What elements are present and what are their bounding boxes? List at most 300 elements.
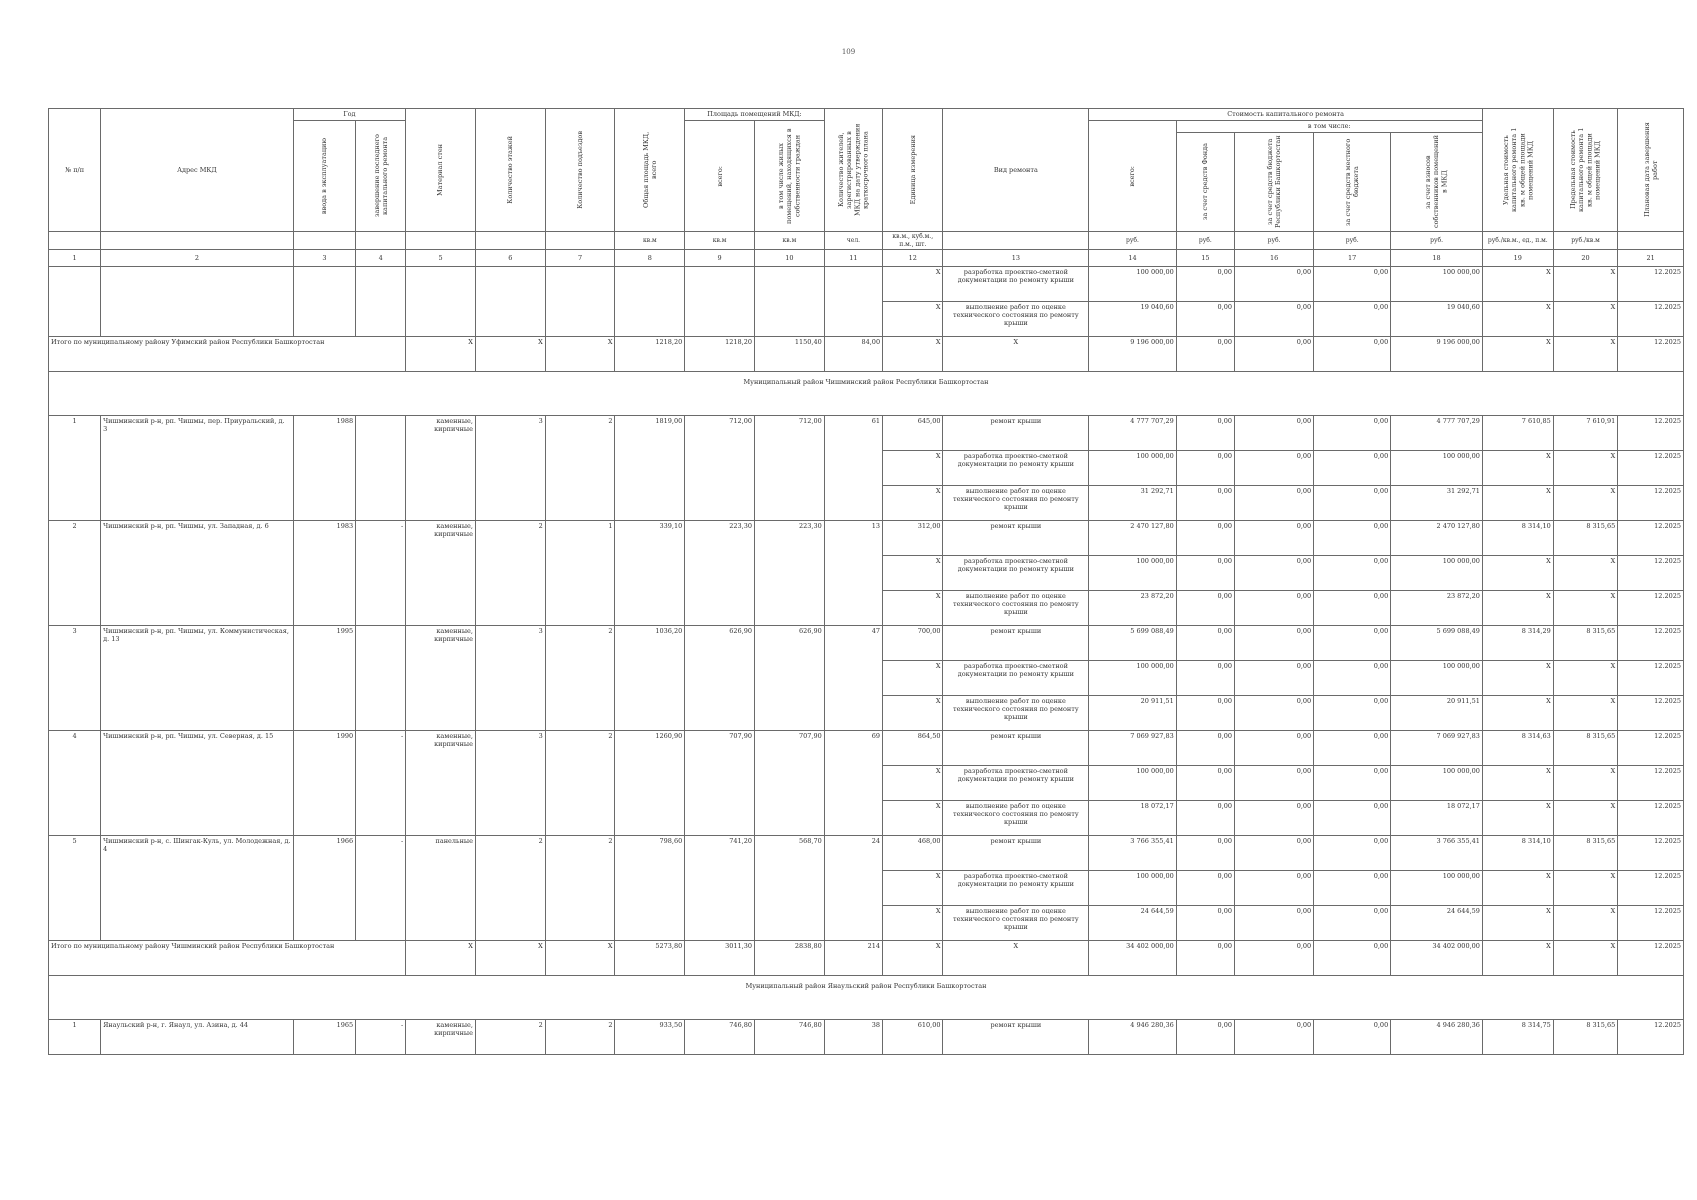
plan-date-cell: 12.2025 bbox=[1618, 871, 1684, 906]
cost-local-cell: 0,00 bbox=[1314, 801, 1391, 836]
entrances-cell: 1 bbox=[545, 521, 615, 626]
header-cost-total: всего: bbox=[1089, 121, 1176, 232]
total-area-cell: 1819,00 bbox=[615, 416, 685, 521]
header-premises-total: всего: bbox=[685, 121, 755, 232]
unit-cell: X bbox=[883, 871, 943, 906]
floors-cell: 2 bbox=[475, 836, 545, 941]
cost-owners-cell: 100 000,00 bbox=[1391, 267, 1483, 302]
cost-owners-cell: 24 644,59 bbox=[1391, 906, 1483, 941]
unit-cell: 468,00 bbox=[883, 836, 943, 871]
num-cell: 1 bbox=[49, 416, 101, 521]
section-title-cell: Муниципальный район Янаульский район Республики Башкортостан bbox=[49, 976, 1684, 1020]
premises-owned-cell: 626,90 bbox=[755, 626, 825, 731]
cost-fund-cell: 0,00 bbox=[1176, 696, 1234, 731]
header-unit-cost: Удельная стоимость капитального ремонта 1 кв. м общей площади помещений МКД bbox=[1482, 109, 1553, 232]
premises-total-cell: 626,90 bbox=[685, 626, 755, 731]
unit-cost-cell: 8 314,10 bbox=[1482, 836, 1553, 871]
max-cost-cell: X bbox=[1553, 696, 1618, 731]
cost-fund-cell: 0,00 bbox=[1176, 337, 1234, 372]
unit-cost-cell: X bbox=[1482, 591, 1553, 626]
total-area-cell: 933,50 bbox=[615, 1020, 685, 1055]
empty-cell bbox=[615, 267, 685, 337]
max-cost-cell: X bbox=[1553, 801, 1618, 836]
unit-cell: X bbox=[883, 941, 943, 976]
repair-type-cell: X bbox=[943, 337, 1089, 372]
cost-total-cell: 2 470 127,80 bbox=[1089, 521, 1176, 556]
max-cost-cell: X bbox=[1553, 451, 1618, 486]
entrances-cell: X bbox=[545, 941, 615, 976]
cost-total-cell: 100 000,00 bbox=[1089, 871, 1176, 906]
repair-plan-sheet bbox=[48, 108, 1684, 1055]
cost-total-cell: 4 777 707,29 bbox=[1089, 416, 1176, 451]
premises-total-cell: 1218,20 bbox=[685, 337, 755, 372]
address-cell: Чишминский р-н, рп. Чишмы, ул. Северная, д. 15 bbox=[101, 731, 294, 836]
address-cell: Чишминский р-н, с. Шингак-Куль, ул. Молодежная, д. 4 bbox=[101, 836, 294, 941]
section-chishmy bbox=[49, 372, 1684, 416]
max-cost-cell: 8 315,65 bbox=[1553, 1020, 1618, 1055]
entrances-cell: 2 bbox=[545, 731, 615, 836]
premises-owned-cell: 746,80 bbox=[755, 1020, 825, 1055]
table-row bbox=[49, 521, 1684, 556]
cost-rb-cell: 0,00 bbox=[1235, 906, 1314, 941]
cost-total-cell: 18 072,17 bbox=[1089, 801, 1176, 836]
cost-owners-cell: 18 072,17 bbox=[1391, 801, 1483, 836]
plan-date-cell: 12.2025 bbox=[1618, 486, 1684, 521]
cost-rb-cell: 0,00 bbox=[1235, 302, 1314, 337]
header-total-area: Общая площадь МКД, всего bbox=[615, 109, 685, 232]
year-last-repair-cell: - bbox=[356, 521, 406, 626]
plan-date-cell: 12.2025 bbox=[1618, 556, 1684, 591]
cost-local-cell: 0,00 bbox=[1314, 906, 1391, 941]
cost-local-cell: 0,00 bbox=[1314, 696, 1391, 731]
repair-type-cell: ремонт крыши bbox=[943, 626, 1089, 661]
total-area-cell: 798,60 bbox=[615, 836, 685, 941]
cost-rb-cell: 0,00 bbox=[1235, 267, 1314, 302]
cost-rb-cell: 0,00 bbox=[1235, 766, 1314, 801]
unit-cost-cell: X bbox=[1482, 556, 1553, 591]
premises-owned-cell: 707,90 bbox=[755, 731, 825, 836]
cost-rb-cell: 0,00 bbox=[1235, 451, 1314, 486]
unit-cost-cell: X bbox=[1482, 486, 1553, 521]
empty-cell bbox=[475, 267, 545, 337]
cost-fund-cell: 0,00 bbox=[1176, 486, 1234, 521]
cost-local-cell: 0,00 bbox=[1314, 836, 1391, 871]
cost-local-cell: 0,00 bbox=[1314, 486, 1391, 521]
num-cell bbox=[49, 267, 101, 337]
floors-cell: 3 bbox=[475, 416, 545, 521]
unit-cost-cell: 8 314,10 bbox=[1482, 521, 1553, 556]
cost-rb-cell: 0,00 bbox=[1235, 1020, 1314, 1055]
cost-owners-cell: 7 069 927,83 bbox=[1391, 731, 1483, 766]
cost-rb-cell: 0,00 bbox=[1235, 626, 1314, 661]
wall-material-cell: каменные, кирпичные bbox=[406, 1020, 476, 1055]
floors-cell: X bbox=[475, 337, 545, 372]
cost-total-cell: 31 292,71 bbox=[1089, 486, 1176, 521]
cost-local-cell: 0,00 bbox=[1314, 941, 1391, 976]
unit-cell: X bbox=[883, 906, 943, 941]
plan-date-cell: 12.2025 bbox=[1618, 1020, 1684, 1055]
entrances-cell: X bbox=[545, 337, 615, 372]
premises-owned-cell: 223,30 bbox=[755, 521, 825, 626]
cost-local-cell: 0,00 bbox=[1314, 521, 1391, 556]
premises-total-cell: 707,90 bbox=[685, 731, 755, 836]
cost-rb-cell: 0,00 bbox=[1235, 556, 1314, 591]
cost-owners-cell: 2 470 127,80 bbox=[1391, 521, 1483, 556]
cost-fund-cell: 0,00 bbox=[1176, 416, 1234, 451]
repair-type-cell: ремонт крыши bbox=[943, 836, 1089, 871]
cost-total-cell: 19 040,60 bbox=[1089, 302, 1176, 337]
repair-type-cell: выполнение работ по оценке технического состояния по ремонту крыши bbox=[943, 906, 1089, 941]
header-floors: Количество этажей bbox=[475, 109, 545, 232]
plan-date-cell: 12.2025 bbox=[1618, 906, 1684, 941]
unit-cell: 700,00 bbox=[883, 626, 943, 661]
cost-fund-cell: 0,00 bbox=[1176, 451, 1234, 486]
cost-fund-cell: 0,00 bbox=[1176, 521, 1234, 556]
year-last-repair-cell: - bbox=[356, 836, 406, 941]
cost-fund-cell: 0,00 bbox=[1176, 836, 1234, 871]
residents-cell: 38 bbox=[824, 1020, 882, 1055]
unit-cost-cell: 8 314,63 bbox=[1482, 731, 1553, 766]
cost-owners-cell: 100 000,00 bbox=[1391, 766, 1483, 801]
cost-rb-cell: 0,00 bbox=[1235, 731, 1314, 766]
table-body bbox=[49, 267, 1684, 1055]
repair-type-cell: ремонт крыши bbox=[943, 521, 1089, 556]
wall-material-cell: каменные, кирпичные bbox=[406, 626, 476, 731]
entrances-cell: 2 bbox=[545, 836, 615, 941]
max-cost-cell: X bbox=[1553, 941, 1618, 976]
cost-fund-cell: 0,00 bbox=[1176, 661, 1234, 696]
empty-cell bbox=[755, 267, 825, 337]
cost-total-cell: 24 644,59 bbox=[1089, 906, 1176, 941]
cost-rb-cell: 0,00 bbox=[1235, 941, 1314, 976]
table-row bbox=[49, 1020, 1684, 1055]
max-cost-cell: X bbox=[1553, 337, 1618, 372]
empty-cell bbox=[356, 267, 406, 337]
plan-date-cell: 12.2025 bbox=[1618, 696, 1684, 731]
header-year-group: Год bbox=[293, 109, 405, 121]
cost-fund-cell: 0,00 bbox=[1176, 591, 1234, 626]
cost-local-cell: 0,00 bbox=[1314, 337, 1391, 372]
plan-date-cell: 12.2025 bbox=[1618, 302, 1684, 337]
year-last-repair-cell: - bbox=[356, 731, 406, 836]
residents-cell: 84,00 bbox=[824, 337, 882, 372]
cost-total-cell: 23 872,20 bbox=[1089, 591, 1176, 626]
cost-fund-cell: 0,00 bbox=[1176, 871, 1234, 906]
entrances-cell: 2 bbox=[545, 626, 615, 731]
year-last-repair-cell bbox=[356, 416, 406, 521]
header-unit: Единица измерения bbox=[883, 109, 943, 232]
unit-cell: X bbox=[883, 591, 943, 626]
max-cost-cell: X bbox=[1553, 267, 1618, 302]
year-commission-cell: 1966 bbox=[293, 836, 355, 941]
cost-local-cell: 0,00 bbox=[1314, 731, 1391, 766]
num-cell: 5 bbox=[49, 836, 101, 941]
cost-rb-cell: 0,00 bbox=[1235, 836, 1314, 871]
empty-cell bbox=[293, 267, 355, 337]
cost-fund-cell: 0,00 bbox=[1176, 267, 1234, 302]
repair-type-cell: выполнение работ по оценке технического состояния по ремонту крыши bbox=[943, 302, 1089, 337]
total-label-cell: Итого по муниципальному району Уфимский район Республики Башкортостан bbox=[49, 337, 406, 372]
residents-cell: 47 bbox=[824, 626, 882, 731]
section-yanaul bbox=[49, 976, 1684, 1020]
plan-date-cell: 12.2025 bbox=[1618, 836, 1684, 871]
repair-type-cell: выполнение работ по оценке технического состояния по ремонту крыши bbox=[943, 591, 1089, 626]
unit-cost-cell: X bbox=[1482, 871, 1553, 906]
total-area-cell: 1218,20 bbox=[615, 337, 685, 372]
header-max-cost: Предельная стоимость капитального ремонта 1 кв. м общей площади помещений МКД bbox=[1553, 109, 1618, 232]
max-cost-cell: 8 315,65 bbox=[1553, 626, 1618, 661]
cost-fund-cell: 0,00 bbox=[1176, 1020, 1234, 1055]
premises-owned-cell: 712,00 bbox=[755, 416, 825, 521]
floors-cell: X bbox=[475, 941, 545, 976]
unit-cost-cell: X bbox=[1482, 451, 1553, 486]
table-header bbox=[49, 109, 1684, 267]
total-area-cell: 1260,90 bbox=[615, 731, 685, 836]
header-premises-group: Площадь помещений МКД: bbox=[685, 109, 825, 121]
num-cell: 4 bbox=[49, 731, 101, 836]
max-cost-cell: X bbox=[1553, 661, 1618, 696]
cost-rb-cell: 0,00 bbox=[1235, 416, 1314, 451]
header-cost-rb: за счет средств бюджета Республики Башкортостан bbox=[1235, 133, 1314, 232]
year-last-repair-cell bbox=[356, 626, 406, 731]
table-row bbox=[49, 416, 1684, 451]
residents-cell: 69 bbox=[824, 731, 882, 836]
cost-fund-cell: 0,00 bbox=[1176, 801, 1234, 836]
repair-type-cell: ремонт крыши bbox=[943, 416, 1089, 451]
cost-rb-cell: 0,00 bbox=[1235, 661, 1314, 696]
max-cost-cell: X bbox=[1553, 871, 1618, 906]
floors-cell: 2 bbox=[475, 521, 545, 626]
entrances-cell: 2 bbox=[545, 416, 615, 521]
header-premises-owned: в том числе жилых помещений, находящихся в собственности граждан bbox=[755, 121, 825, 232]
cost-owners-cell: 4 777 707,29 bbox=[1391, 416, 1483, 451]
repair-type-cell: разработка проектно-сметной документации по ремонту крыши bbox=[943, 556, 1089, 591]
cost-local-cell: 0,00 bbox=[1314, 416, 1391, 451]
repair-type-cell: выполнение работ по оценке технического состояния по ремонту крыши bbox=[943, 801, 1089, 836]
premises-total-cell: 3011,30 bbox=[685, 941, 755, 976]
cost-owners-cell: 34 402 000,00 bbox=[1391, 941, 1483, 976]
cost-owners-cell: 100 000,00 bbox=[1391, 661, 1483, 696]
total-label-cell: Итого по муниципальному району Чишминский район Республики Башкортостан bbox=[49, 941, 406, 976]
cost-owners-cell: 5 699 088,49 bbox=[1391, 626, 1483, 661]
cost-total-cell: 100 000,00 bbox=[1089, 556, 1176, 591]
header-year-commission: ввода в эксплуатацию bbox=[293, 121, 355, 232]
header-year-last-repair: завершение последнего капитального ремонта bbox=[356, 121, 406, 232]
total-area-cell: 5273,80 bbox=[615, 941, 685, 976]
repair-type-cell: разработка проектно-сметной документации по ремонту крыши bbox=[943, 451, 1089, 486]
entrances-cell: 2 bbox=[545, 1020, 615, 1055]
plan-date-cell: 12.2025 bbox=[1618, 267, 1684, 302]
plan-date-cell: 12.2025 bbox=[1618, 451, 1684, 486]
unit-cell: X bbox=[883, 661, 943, 696]
max-cost-cell: X bbox=[1553, 302, 1618, 337]
header-cost-fund: за счет средств Фонда bbox=[1176, 133, 1234, 232]
repair-type-cell: X bbox=[943, 941, 1089, 976]
unit-cell: X bbox=[883, 267, 943, 302]
premises-total-cell: 741,20 bbox=[685, 836, 755, 941]
unit-cost-cell: X bbox=[1482, 661, 1553, 696]
plan-date-cell: 12.2025 bbox=[1618, 661, 1684, 696]
repair-type-cell: разработка проектно-сметной документации по ремонту крыши bbox=[943, 661, 1089, 696]
unit-cell: 312,00 bbox=[883, 521, 943, 556]
num-cell: 2 bbox=[49, 521, 101, 626]
cost-fund-cell: 0,00 bbox=[1176, 626, 1234, 661]
year-commission-cell: 1983 bbox=[293, 521, 355, 626]
unit-cell: X bbox=[883, 766, 943, 801]
plan-date-cell: 12.2025 bbox=[1618, 766, 1684, 801]
year-commission-cell: 1995 bbox=[293, 626, 355, 731]
max-cost-cell: 8 315,65 bbox=[1553, 836, 1618, 871]
cost-owners-cell: 100 000,00 bbox=[1391, 871, 1483, 906]
cost-fund-cell: 0,00 bbox=[1176, 941, 1234, 976]
cost-total-cell: 9 196 000,00 bbox=[1089, 337, 1176, 372]
cost-total-cell: 100 000,00 bbox=[1089, 661, 1176, 696]
max-cost-cell: X bbox=[1553, 556, 1618, 591]
table-row bbox=[49, 267, 1684, 302]
cost-rb-cell: 0,00 bbox=[1235, 521, 1314, 556]
unit-cost-cell: 7 610,85 bbox=[1482, 416, 1553, 451]
premises-owned-cell: 2838,80 bbox=[755, 941, 825, 976]
cost-local-cell: 0,00 bbox=[1314, 591, 1391, 626]
cost-owners-cell: 3 766 355,41 bbox=[1391, 836, 1483, 871]
address-cell: Чишминский р-н, рп. Чишмы, пер. Приуральский, д. 3 bbox=[101, 416, 294, 521]
section-title-cell: Муниципальный район Чишминский район Республики Башкортостан bbox=[49, 372, 1684, 416]
cost-fund-cell: 0,00 bbox=[1176, 731, 1234, 766]
header-cost-local: за счет средств местного бюджета bbox=[1314, 133, 1391, 232]
cost-local-cell: 0,00 bbox=[1314, 1020, 1391, 1055]
cost-fund-cell: 0,00 bbox=[1176, 556, 1234, 591]
premises-total-cell: 746,80 bbox=[685, 1020, 755, 1055]
unit-cell: X bbox=[883, 302, 943, 337]
plan-date-cell: 12.2025 bbox=[1618, 626, 1684, 661]
unit-cell: 645,00 bbox=[883, 416, 943, 451]
total-area-cell: 1036,20 bbox=[615, 626, 685, 731]
premises-owned-cell: 568,70 bbox=[755, 836, 825, 941]
cost-total-cell: 3 766 355,41 bbox=[1089, 836, 1176, 871]
capital-repair-table bbox=[48, 108, 1684, 1055]
header-entrances: Количество подъездов bbox=[545, 109, 615, 232]
repair-type-cell: выполнение работ по оценке технического состояния по ремонту крыши bbox=[943, 486, 1089, 521]
wall-material-cell: каменные, кирпичные bbox=[406, 521, 476, 626]
header-num: № п/п bbox=[49, 109, 101, 232]
cost-local-cell: 0,00 bbox=[1314, 302, 1391, 337]
units-row: кв.м кв.м кв.м чел. кв.м., куб.м., п.м., шт. руб. руб. руб. руб. руб. руб./кв.м., ед., п.м. руб./кв.м bbox=[49, 232, 1684, 250]
address-cell: Чишминский р-н, рп. Чишмы, ул. Западная, д. 6 bbox=[101, 521, 294, 626]
residents-cell: 13 bbox=[824, 521, 882, 626]
unit-cell: 610,00 bbox=[883, 1020, 943, 1055]
total-row-ufa bbox=[49, 337, 1684, 372]
unit-cost-cell: X bbox=[1482, 696, 1553, 731]
cost-owners-cell: 23 872,20 bbox=[1391, 591, 1483, 626]
page-number: 109 bbox=[841, 48, 856, 56]
unit-cost-cell: X bbox=[1482, 766, 1553, 801]
cost-local-cell: 0,00 bbox=[1314, 661, 1391, 696]
cost-owners-cell: 100 000,00 bbox=[1391, 556, 1483, 591]
cost-fund-cell: 0,00 bbox=[1176, 906, 1234, 941]
table-row bbox=[49, 731, 1684, 766]
unit-cost-cell: X bbox=[1482, 941, 1553, 976]
year-last-repair-cell: - bbox=[356, 1020, 406, 1055]
total-area-cell: 339,10 bbox=[615, 521, 685, 626]
header-repair-type: Вид ремонта bbox=[943, 109, 1089, 232]
cost-local-cell: 0,00 bbox=[1314, 871, 1391, 906]
cost-local-cell: 0,00 bbox=[1314, 766, 1391, 801]
residents-cell: 214 bbox=[824, 941, 882, 976]
unit-cell: X bbox=[883, 337, 943, 372]
cost-owners-cell: 19 040,60 bbox=[1391, 302, 1483, 337]
header-residents: Количество жителей, зарегистрированных в МКД на дату утверждения краткосрочного плана bbox=[824, 109, 882, 232]
cost-rb-cell: 0,00 bbox=[1235, 801, 1314, 836]
address-cell: Янаульский р-н, г. Янаул, ул. Азина, д. 44 bbox=[101, 1020, 294, 1055]
residents-cell: 61 bbox=[824, 416, 882, 521]
cost-rb-cell: 0,00 bbox=[1235, 337, 1314, 372]
cost-local-cell: 0,00 bbox=[1314, 626, 1391, 661]
cost-owners-cell: 20 911,51 bbox=[1391, 696, 1483, 731]
table-row bbox=[49, 626, 1684, 661]
cost-total-cell: 100 000,00 bbox=[1089, 267, 1176, 302]
table-row bbox=[49, 836, 1684, 871]
year-commission-cell: 1990 bbox=[293, 731, 355, 836]
unit-cell: X bbox=[883, 556, 943, 591]
max-cost-cell: 8 315,65 bbox=[1553, 731, 1618, 766]
cost-total-cell: 5 699 088,49 bbox=[1089, 626, 1176, 661]
wall-material-cell: каменные, кирпичные bbox=[406, 731, 476, 836]
max-cost-cell: 8 315,65 bbox=[1553, 521, 1618, 556]
cost-total-cell: 100 000,00 bbox=[1089, 451, 1176, 486]
header-cost-group: Стоимость капитального ремонта bbox=[1089, 109, 1483, 121]
cost-local-cell: 0,00 bbox=[1314, 267, 1391, 302]
unit-cost-cell: X bbox=[1482, 906, 1553, 941]
total-row-chishmy bbox=[49, 941, 1684, 976]
floors-cell: 2 bbox=[475, 1020, 545, 1055]
column-numbers-row: 1 2 3 4 5 6 7 8 9 10 11 12 13 14 15 16 17 18 19 20 21 bbox=[49, 250, 1684, 267]
floors-cell: 3 bbox=[475, 626, 545, 731]
unit-cost-cell: X bbox=[1482, 337, 1553, 372]
max-cost-cell: 7 610,91 bbox=[1553, 416, 1618, 451]
premises-total-cell: 712,00 bbox=[685, 416, 755, 521]
repair-type-cell: разработка проектно-сметной документации по ремонту крыши bbox=[943, 766, 1089, 801]
year-commission-cell: 1988 bbox=[293, 416, 355, 521]
cost-rb-cell: 0,00 bbox=[1235, 871, 1314, 906]
cost-total-cell: 7 069 927,83 bbox=[1089, 731, 1176, 766]
unit-cell: X bbox=[883, 801, 943, 836]
plan-date-cell: 12.2025 bbox=[1618, 591, 1684, 626]
wall-material-cell: каменные, кирпичные bbox=[406, 416, 476, 521]
wall-material-cell: панельные bbox=[406, 836, 476, 941]
cost-owners-cell: 31 292,71 bbox=[1391, 486, 1483, 521]
unit-cost-cell: X bbox=[1482, 302, 1553, 337]
unit-cell: X bbox=[883, 486, 943, 521]
max-cost-cell: X bbox=[1553, 906, 1618, 941]
address-cell: Чишминский р-н, рп. Чишмы, ул. Коммунистическая, д. 13 bbox=[101, 626, 294, 731]
num-cell: 3 bbox=[49, 626, 101, 731]
unit-cost-cell: X bbox=[1482, 267, 1553, 302]
cost-rb-cell: 0,00 bbox=[1235, 696, 1314, 731]
repair-type-cell: разработка проектно-сметной документации по ремонту крыши bbox=[943, 871, 1089, 906]
plan-date-cell: 12.2025 bbox=[1618, 416, 1684, 451]
plan-date-cell: 12.2025 bbox=[1618, 941, 1684, 976]
repair-type-cell: разработка проектно-сметной документации по ремонту крыши bbox=[943, 267, 1089, 302]
max-cost-cell: X bbox=[1553, 486, 1618, 521]
repair-type-cell: ремонт крыши bbox=[943, 731, 1089, 766]
floors-cell: 3 bbox=[475, 731, 545, 836]
plan-date-cell: 12.2025 bbox=[1618, 521, 1684, 556]
wall-material-cell: X bbox=[406, 941, 476, 976]
cost-owners-cell: 4 946 280,36 bbox=[1391, 1020, 1483, 1055]
cost-local-cell: 0,00 bbox=[1314, 451, 1391, 486]
plan-date-cell: 12.2025 bbox=[1618, 801, 1684, 836]
header-cost-owners: за счет взносов собственников помещений в МКД bbox=[1391, 133, 1483, 232]
